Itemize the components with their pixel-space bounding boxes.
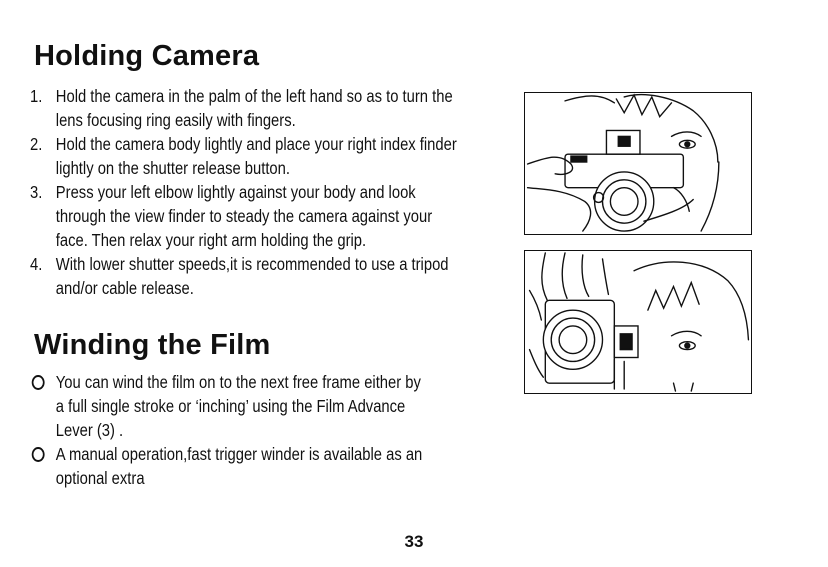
item-line: You can wind the film on to the next free frame either by [55, 372, 421, 392]
item-line: With lower shutter speeds,it is recommended to use a tripod [55, 254, 449, 274]
list-item [30, 180, 533, 252]
item-number: 4. [30, 254, 43, 274]
item-line: and/or cable release. [55, 278, 194, 298]
item-line: A manual operation,fast trigger winder is available as an [55, 444, 423, 464]
list-item [30, 252, 533, 300]
item-line: face. Then relax your right arm holding the grip. [55, 230, 367, 250]
item-line: Lever (3) . [55, 420, 124, 440]
item-line: a full single stroke or ‘inching’ using the Film Advance [55, 396, 406, 416]
item-line: optional extra [55, 468, 145, 488]
item-line: lens focusing ring easily with fingers. [55, 110, 296, 130]
camera-vertical-hold-drawing-icon [525, 251, 751, 393]
camera-hold-drawing-icon [525, 93, 751, 234]
item-line: Hold the camera in the palm of the left hand so as to turn the [55, 86, 453, 106]
list-item [30, 370, 533, 442]
item-number: 2. [30, 134, 43, 154]
item-line: Press your left elbow lightly against your body and look [55, 182, 416, 202]
holding-camera-steps [30, 84, 508, 300]
list-item [30, 132, 533, 180]
circle-bullet-icon [32, 447, 45, 462]
item-line: through the view finder to steady the camera against your [55, 206, 433, 226]
item-line: Hold the camera body lightly and place your right index finder [55, 134, 457, 154]
item-number: 3. [30, 182, 43, 202]
list-item [30, 442, 533, 490]
page-number: 33 [404, 532, 424, 551]
section-heading-holding-camera: Holding Camera [34, 40, 260, 72]
section-heading-winding-film: Winding the Film [34, 329, 271, 361]
vertical-hold-illustration [524, 250, 752, 394]
horizontal-hold-illustration [524, 92, 752, 235]
item-line: lightly on the shutter release button. [55, 158, 290, 178]
circle-bullet-icon [32, 375, 45, 390]
item-number: 1. [30, 86, 43, 106]
winding-film-notes [30, 370, 508, 490]
list-item [30, 84, 533, 132]
